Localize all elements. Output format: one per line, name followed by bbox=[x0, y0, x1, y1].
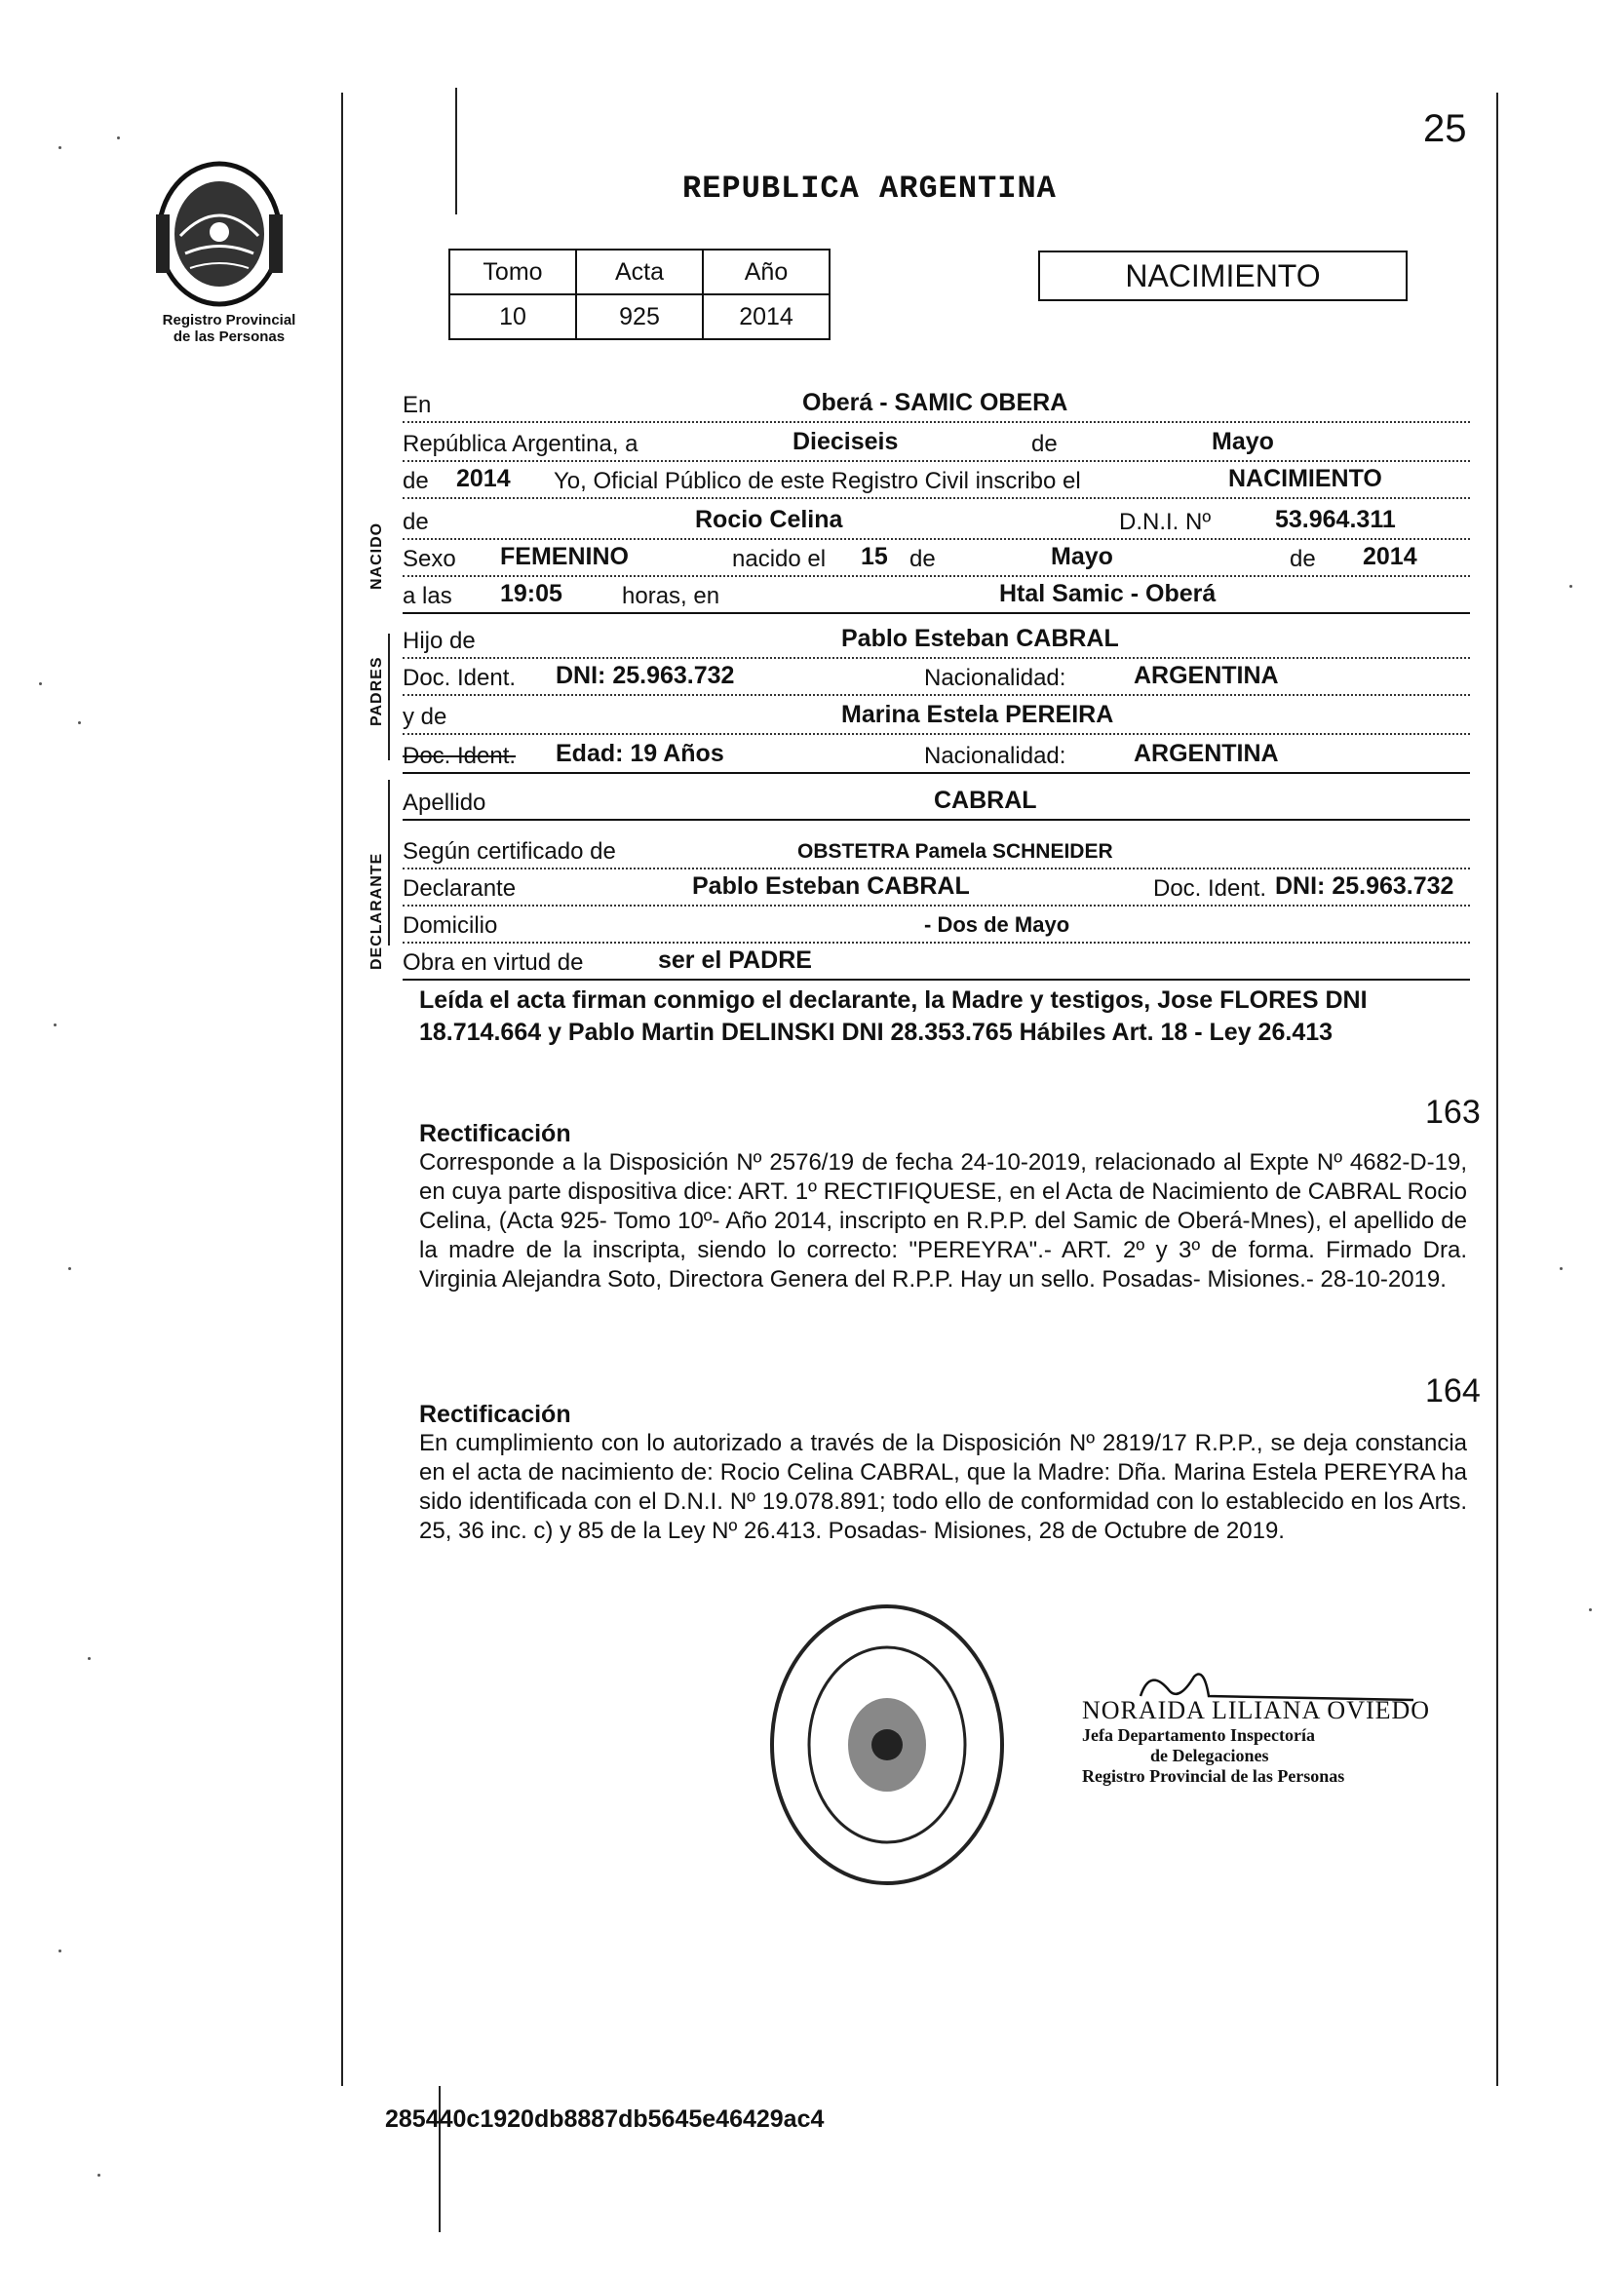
label-doc-father: Doc. Ident. bbox=[403, 665, 517, 691]
label-nat-mother: Nacionalidad: bbox=[924, 743, 1066, 769]
value-obra: ser el PADRE bbox=[658, 946, 812, 974]
label-de-year: de bbox=[403, 468, 429, 494]
record-type-box: NACIMIENTO bbox=[1038, 251, 1408, 301]
value-mother: Marina Estela PEREIRA bbox=[841, 701, 1114, 728]
value-month: Mayo bbox=[1212, 428, 1274, 455]
padres-left-line bbox=[388, 780, 390, 946]
label-doc-mother-struck: Doc. Ident. bbox=[403, 743, 517, 769]
value-declarante-doc: DNI: 25.963.732 bbox=[1275, 872, 1454, 900]
label-dni: D.N.I. Nº bbox=[1119, 509, 1212, 535]
rectificacion-1-number: 163 bbox=[1425, 1094, 1481, 1131]
header-tomo: Tomo bbox=[449, 250, 576, 294]
value-mother-doc: Edad: 19 Años bbox=[556, 740, 724, 767]
logo-caption-line2: de las Personas bbox=[173, 328, 286, 345]
page-number: 25 bbox=[1423, 107, 1467, 150]
label-segun: Según certificado de bbox=[403, 838, 616, 865]
right-margin-line bbox=[1496, 93, 1498, 2086]
signer-title-line1: Jefa Departamento Inspectoría bbox=[1082, 1725, 1315, 1745]
value-place: Oberá - SAMIC OBERA bbox=[802, 389, 1068, 416]
label-de-bmonth: de bbox=[909, 546, 936, 572]
signer-name: NORAIDA LILIANA OVIEDO bbox=[1082, 1696, 1431, 1724]
value-birth-day: 15 bbox=[861, 543, 888, 570]
value-birth-place: Htal Samic - Oberá bbox=[999, 580, 1217, 607]
official-seal bbox=[765, 1599, 1009, 1896]
row-name bbox=[403, 499, 1470, 540]
registry-logo bbox=[146, 156, 312, 345]
header-acta: Acta bbox=[576, 250, 703, 294]
label-declarante: Declarante bbox=[403, 875, 517, 902]
value-certificado: OBSTETRA Pamela SCHNEIDER bbox=[797, 840, 1113, 863]
rectificacion-2 bbox=[419, 1400, 1467, 1546]
side-label-declarante: DECLARANTE bbox=[368, 852, 385, 970]
row-segun bbox=[403, 829, 1470, 869]
registry-seal-icon bbox=[765, 1599, 1009, 1891]
row-en bbox=[403, 382, 1470, 423]
row-father-doc bbox=[403, 655, 1470, 696]
row-apellido bbox=[403, 780, 1470, 821]
value-father-doc: DNI: 25.963.732 bbox=[556, 662, 735, 689]
left-margin-line bbox=[341, 93, 343, 2086]
signer-title-line2: de Delegaciones bbox=[1150, 1746, 1269, 1765]
rectificacion-1-title: Rectificación bbox=[419, 1120, 571, 1147]
logo-caption bbox=[136, 312, 322, 345]
label-horas: horas, en bbox=[622, 583, 720, 609]
label-alas: a las bbox=[403, 583, 452, 609]
value-father: Pablo Esteban CABRAL bbox=[841, 625, 1119, 652]
header-anio: Año bbox=[703, 250, 830, 294]
value-father-nat: ARGENTINA bbox=[1134, 662, 1279, 689]
province-coat-of-arms-icon bbox=[146, 156, 292, 312]
document-title: REPUBLICA ARGENTINA bbox=[682, 171, 1057, 207]
label-yde: y de bbox=[403, 704, 447, 730]
label-nat-father: Nacionalidad: bbox=[924, 665, 1066, 691]
label-hijo: Hijo de bbox=[403, 628, 476, 654]
rectificacion-1-text: Corresponde a la Disposición Nº 2576/19 de fecha 24-10-2019, relacionado al Expte Nº 4682-D-19, en cuya parte dispositiva dice: ART. 1º RECTIFIQUESE, en el Acta de Nacimiento de CABRAL Rocio Celina, (Acta 925- Tomo 10º- Año 2014, inscripto en R.P.P. del Samic de Oberá-Mnes), el apellido de la madre de la inscripta, siendo lo correcto: "PEREYRA".- ART. 2º y 3º de forma. Firmado Dra. Virginia Alejandra Soto, Directora Genera del R.P.P. Hay un sello. Posadas- Misiones.- 28-10-2019. bbox=[419, 1149, 1467, 1293]
label-doc-declarante: Doc. Ident. bbox=[1153, 875, 1267, 902]
label-republica: República Argentina, a bbox=[403, 431, 638, 457]
value-sexo: FEMENINO bbox=[500, 543, 629, 570]
label-sexo: Sexo bbox=[403, 546, 456, 572]
form-left-line bbox=[388, 634, 390, 760]
value-mother-nat: ARGENTINA bbox=[1134, 740, 1279, 767]
label-de-month: de bbox=[1031, 431, 1058, 457]
label-nacido: nacido el bbox=[732, 546, 827, 572]
side-label-padres: PADRES bbox=[368, 656, 385, 726]
label-obra: Obra en virtud de bbox=[403, 949, 584, 976]
value-tomo: 10 bbox=[449, 294, 576, 339]
record-table-header-row bbox=[449, 250, 830, 294]
value-name: Rocio Celina bbox=[695, 506, 843, 533]
row-mother-doc bbox=[403, 733, 1470, 774]
value-time: 19:05 bbox=[500, 580, 562, 607]
value-birth-month: Mayo bbox=[1051, 543, 1113, 570]
row-republica bbox=[403, 421, 1470, 462]
value-year: 2014 bbox=[456, 465, 511, 492]
logo-caption-line1: Registro Provincial bbox=[162, 312, 296, 328]
document-hash: 285440c1920db8887db5645e46429ac4 bbox=[385, 2105, 825, 2133]
label-apellido: Apellido bbox=[403, 790, 486, 816]
row-domicilio bbox=[403, 903, 1470, 944]
row-time bbox=[403, 573, 1470, 614]
signature-block bbox=[1082, 1696, 1491, 1787]
label-en: En bbox=[403, 392, 432, 418]
rectificacion-2-text: En cumplimiento con lo autorizado a través de la Disposición Nº 2819/17 R.P.P., se deja constancia en el acta de nacimiento de: Rocio Celina CABRAL, que la Madre: Dña. Marina Estela PEREYRA ha sido identificada con el D.N.I. Nº 19.078.891; todo ello de conformidad con lo establecido en los Arts. 25, 36 inc. c) y 85 de la Ley Nº 26.413. Posadas- Misiones, 28 de Octubre de 2019. bbox=[419, 1430, 1467, 1544]
value-inscribo: NACIMIENTO bbox=[1228, 465, 1382, 492]
row-year bbox=[403, 458, 1470, 499]
row-sexo bbox=[403, 536, 1470, 577]
record-table-value-row bbox=[449, 294, 830, 339]
inner-margin-line bbox=[455, 88, 457, 214]
handwritten-signature-icon bbox=[1121, 1667, 1413, 1706]
row-obra bbox=[403, 940, 1470, 981]
label-yo: Yo, Oficial Público de este Registro Civil inscribo el bbox=[554, 468, 1081, 494]
row-hijo bbox=[403, 618, 1470, 659]
rectificacion-2-title: Rectificación bbox=[419, 1401, 571, 1428]
value-domicilio: - Dos de Mayo bbox=[924, 912, 1070, 937]
row-mother bbox=[403, 694, 1470, 735]
value-apellido: CABRAL bbox=[934, 787, 1037, 814]
label-de-byear: de bbox=[1290, 546, 1316, 572]
value-acta: 925 bbox=[576, 294, 703, 339]
rectificacion-2-number: 164 bbox=[1425, 1372, 1481, 1409]
side-label-nacido: NACIDO bbox=[368, 521, 385, 590]
value-dni: 53.964.311 bbox=[1275, 506, 1396, 533]
value-birth-year: 2014 bbox=[1363, 543, 1417, 570]
signer-title-line3: Registro Provincial de las Personas bbox=[1082, 1766, 1345, 1786]
signing-statement: Leída el acta firman conmigo el declarante, la Madre y testigos, Jose FLORES DNI 18.714.664 y Pablo Martin DELINSKI DNI 28.353.765 Hábiles Art. 18 - Ley 26.413 bbox=[419, 986, 1368, 1046]
rectificacion-1 bbox=[419, 1119, 1467, 1294]
value-declarante: Pablo Esteban CABRAL bbox=[692, 872, 970, 900]
record-table bbox=[448, 249, 831, 340]
label-domicilio: Domicilio bbox=[403, 912, 498, 939]
label-de-name: de bbox=[403, 509, 429, 535]
row-declarante bbox=[403, 866, 1470, 907]
value-anio: 2014 bbox=[703, 294, 830, 339]
value-day-words: Dieciseis bbox=[793, 428, 899, 455]
